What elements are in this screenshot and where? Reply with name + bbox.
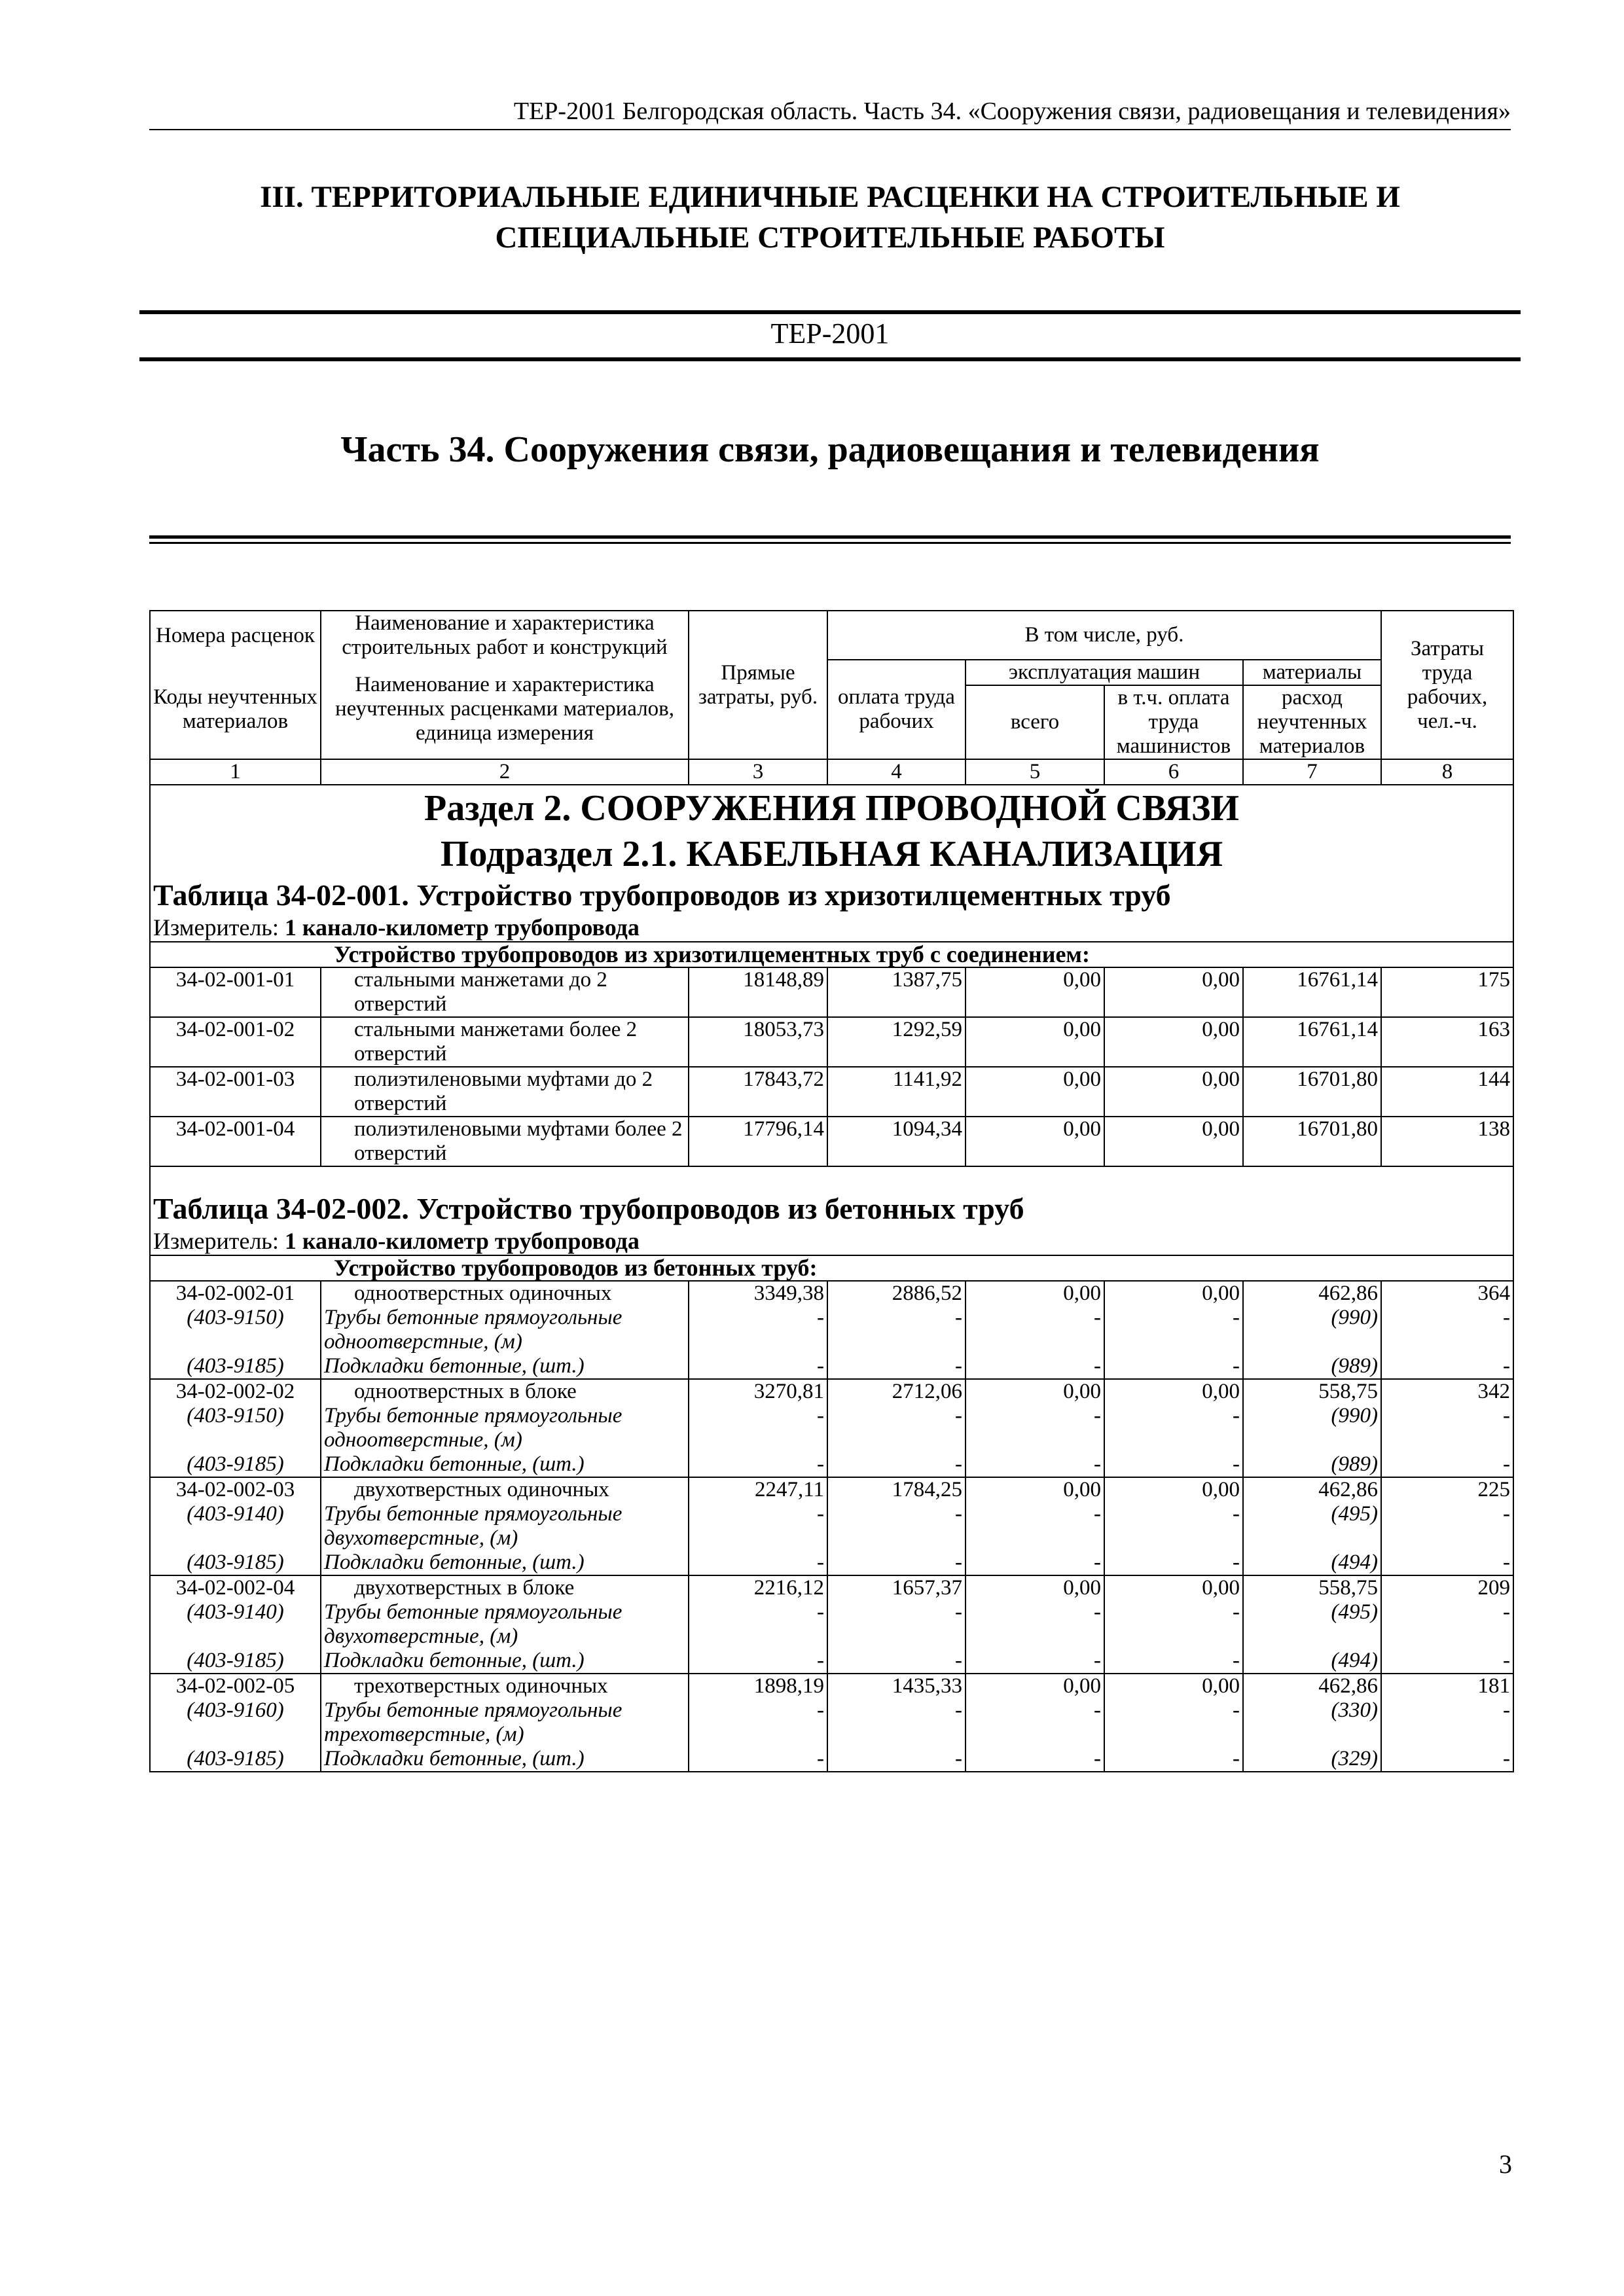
direct-cost: 3270,81 [689,1379,827,1404]
direct-cost: 17843,72 [689,1067,827,1117]
materials-cost: (495) [1243,1600,1381,1649]
material-row [150,1354,1513,1379]
measure-label: Измеритель: [153,1228,279,1254]
labor-hours: 163 [1381,1017,1513,1067]
rate-row [150,1067,1513,1117]
rate-code: (403-9185) [150,1747,321,1772]
rate-row [150,1017,1513,1067]
col-number: 7 [1243,759,1381,785]
machines-total: - [965,1600,1104,1649]
work-name: трехотверстных одиночных [321,1674,689,1698]
rate-code: 34-02-001-03 [150,1067,321,1117]
labor-hours: - [1381,1649,1513,1674]
machinist-pay: 0,00 [1104,1017,1243,1067]
col4-header: оплата труда рабочих [827,660,965,759]
labor-hours: - [1381,1354,1513,1379]
labor-pay: 1435,33 [827,1674,965,1698]
direct-cost: 18148,89 [689,967,827,1017]
labor-hours: 209 [1381,1575,1513,1600]
col1-top-header: Номера расценок [150,611,321,660]
col8-header: Затраты труда рабочих, чел.-ч. [1381,611,1513,759]
materials-cost: 558,75 [1243,1379,1381,1404]
machinist-pay: 0,00 [1104,1379,1243,1404]
col2-top-header: Наименование и характеристика строительных работ и конструкций [321,611,689,660]
labor-hours: 225 [1381,1477,1513,1502]
rate-code: (403-9140) [150,1502,321,1551]
rate-code: 34-02-001-01 [150,967,321,1017]
labor-hours: 364 [1381,1281,1513,1306]
t1-title-row [150,877,1513,914]
work-name: одноотверстных в блоке [321,1379,689,1404]
labor-pay: 1094,34 [827,1117,965,1166]
materials-cost: (989) [1243,1354,1381,1379]
col1-bottom-header: Коды неучтенных материалов [150,660,321,759]
direct-cost: - [689,1452,827,1477]
work-name: Подкладки бетонные, (шт.) [321,1747,689,1772]
header-row-1 [150,611,1513,660]
direct-cost: 3349,38 [689,1281,827,1306]
col-number: 2 [321,759,689,785]
work-name: Трубы бетонные прямоугольные двухотверстные, (м) [321,1600,689,1649]
labor-pay: 2712,06 [827,1379,965,1404]
machines-total: 0,00 [965,1674,1104,1698]
group-heading: Устройство трубопроводов из хризотилцементных труб с соединением: [150,942,1513,967]
part-title: Часть 34. Сооружения связи, радиовещания и телевидения [340,429,1320,470]
machines-total: 0,00 [965,967,1104,1017]
machinist-pay: - [1104,1747,1243,1772]
machinist-pay: - [1104,1404,1243,1452]
measure-line [150,1227,1513,1255]
labor-hours: 175 [1381,967,1513,1017]
section-title [149,177,1511,258]
work-name: полиэтиленовыми муфтами более 2 отверстий [321,1117,689,1166]
work-name: Подкладки бетонные, (шт.) [321,1649,689,1674]
incl-header: В том числе, руб. [827,611,1381,660]
labor-hours: - [1381,1502,1513,1551]
materials-cost: 16761,14 [1243,1017,1381,1067]
material-row [150,1551,1513,1575]
measure-value: 1 канало-километр трубопровода [284,1228,640,1254]
work-name: двухотверстных одиночных [321,1477,689,1502]
measure-line [150,914,1513,942]
machines-total: - [965,1747,1104,1772]
rate-code: (403-9185) [150,1551,321,1575]
materials-cost: (495) [1243,1502,1381,1551]
labor-hours: - [1381,1452,1513,1477]
labor-hours: 144 [1381,1067,1513,1117]
work-name: одноотверстных одиночных [321,1281,689,1306]
labor-pay: 1292,59 [827,1017,965,1067]
work-name: Трубы бетонные прямоугольные одноотверстные, (м) [321,1306,689,1354]
direct-cost: - [689,1600,827,1649]
machines-total: - [965,1452,1104,1477]
t2-meas-row [150,1227,1513,1255]
work-name: стальными манжетами до 2 отверстий [321,967,689,1017]
rates-table [149,610,1514,1772]
rate-code: (403-9185) [150,1354,321,1379]
col2-bottom-header: Наименование и характеристика неучтенных расценками материалов, единица измерения [321,660,689,759]
rate-code: 34-02-002-03 [150,1477,321,1502]
rate-row [150,1379,1513,1404]
double-rule-bottom [149,542,1511,544]
materials-cost: 558,75 [1243,1575,1381,1600]
machines-total: 0,00 [965,1379,1104,1404]
ter-rule-top [139,310,1521,314]
machines-total: 0,00 [965,1117,1104,1166]
group-heading: Устройство трубопроводов из бетонных труб: [150,1255,1513,1281]
labor-hours: - [1381,1306,1513,1354]
rate-row [150,1477,1513,1502]
col-number: 4 [827,759,965,785]
ter-label: ТЕР-2001 [770,317,890,350]
machines-total: - [965,1649,1104,1674]
labor-pay: - [827,1551,965,1575]
labor-pay: 2886,52 [827,1281,965,1306]
col-number: 3 [689,759,827,785]
machinist-pay: - [1104,1698,1243,1747]
direct-cost: - [689,1306,827,1354]
measure-value: 1 канало-километр трубопровода [284,914,640,941]
material-row [150,1502,1513,1551]
col-number: 5 [965,759,1104,785]
labor-pay: - [827,1649,965,1674]
labor-hours: - [1381,1698,1513,1747]
machinist-pay: 0,00 [1104,1117,1243,1166]
machinist-pay: - [1104,1306,1243,1354]
rate-code: 34-02-002-05 [150,1674,321,1698]
rate-code: (403-9150) [150,1306,321,1354]
labor-pay: - [827,1306,965,1354]
materials-cost: 462,86 [1243,1477,1381,1502]
razdel-heading: Раздел 2. СООРУЖЕНИЯ ПРОВОДНОЙ СВЯЗИ [150,785,1513,831]
materials-cost: (990) [1243,1306,1381,1354]
rate-code: (403-9185) [150,1649,321,1674]
machines-total: - [965,1306,1104,1354]
machines-total: - [965,1354,1104,1379]
col-number: 6 [1104,759,1243,785]
double-rule-top [149,535,1511,539]
machinist-pay: 0,00 [1104,1575,1243,1600]
labor-pay: - [827,1354,965,1379]
machines-total: - [965,1698,1104,1747]
t2-group-row [150,1255,1513,1281]
section-title-line-1: III. ТЕРРИТОРИАЛЬНЫЕ ЕДИНИЧНЫЕ РАСЦЕНКИ НА СТРОИТЕЛЬНЫЕ И [260,180,1400,214]
table-title: Таблица 34-02-002. Устройство трубопроводов из бетонных труб [150,1166,1513,1227]
direct-cost: - [689,1404,827,1452]
work-name: стальными манжетами более 2 отверстий [321,1017,689,1067]
machines-total: 0,00 [965,1477,1104,1502]
page-number: 3 [1499,2149,1512,2179]
work-name: Подкладки бетонные, (шт.) [321,1452,689,1477]
machinist-pay: 0,00 [1104,967,1243,1017]
direct-cost: - [689,1747,827,1772]
podrazdel-heading: Подраздел 2.1. КАБЕЛЬНАЯ КАНАЛИЗАЦИЯ [150,831,1513,877]
machines-total: - [965,1502,1104,1551]
direct-cost: 1898,19 [689,1674,827,1698]
machinist-pay: 0,00 [1104,1674,1243,1698]
table-title: Таблица 34-02-001. Устройство трубопроводов из хризотилцементных труб [150,877,1513,914]
materials-cost: (989) [1243,1452,1381,1477]
labor-pay: 1784,25 [827,1477,965,1502]
materials-cost: (494) [1243,1551,1381,1575]
col3-header: Прямые затраты, руб. [689,611,827,759]
materials-cost: (990) [1243,1404,1381,1452]
machinist-pay: - [1104,1649,1243,1674]
labor-pay: 1141,92 [827,1067,965,1117]
material-row [150,1698,1513,1747]
work-name: полиэтиленовыми муфтами до 2 отверстий [321,1067,689,1117]
labor-pay: 1387,75 [827,967,965,1017]
machinist-pay: - [1104,1452,1243,1477]
ter-rule-bottom [139,357,1521,361]
materials-cost: 462,86 [1243,1281,1381,1306]
col6-header: в т.ч. оплата труда машинистов [1104,685,1243,759]
labor-hours: 342 [1381,1379,1513,1404]
podrazdel-row [150,831,1513,877]
labor-pay: - [827,1404,965,1452]
work-name: Трубы бетонные прямоугольные трехотверстные, (м) [321,1698,689,1747]
direct-cost: 18053,73 [689,1017,827,1067]
materials-cost: 16761,14 [1243,967,1381,1017]
work-name: Подкладки бетонные, (шт.) [321,1354,689,1379]
rate-code: 34-02-002-04 [150,1575,321,1600]
column-numbers-row [150,759,1513,785]
machinist-pay: 0,00 [1104,1477,1243,1502]
machines-header: эксплуатация машин [965,660,1243,685]
machinist-pay: - [1104,1551,1243,1575]
direct-cost: - [689,1502,827,1551]
razdel-row [150,785,1513,831]
machinist-pay: - [1104,1354,1243,1379]
machines-total: 0,00 [965,1281,1104,1306]
work-name: Трубы бетонные прямоугольные двухотверстные, (м) [321,1502,689,1551]
direct-cost: 2216,12 [689,1575,827,1600]
labor-pay: - [827,1698,965,1747]
t1-meas-row [150,914,1513,942]
materials-cost: (494) [1243,1649,1381,1674]
rate-row [150,1117,1513,1166]
rate-code: 34-02-001-02 [150,1017,321,1067]
labor-hours: 181 [1381,1674,1513,1698]
labor-hours: - [1381,1747,1513,1772]
work-name: двухотверстных в блоке [321,1575,689,1600]
direct-cost: 2247,11 [689,1477,827,1502]
materials-cost: 462,86 [1243,1674,1381,1698]
direct-cost: - [689,1649,827,1674]
work-name: Подкладки бетонные, (шт.) [321,1551,689,1575]
material-row [150,1306,1513,1354]
labor-pay: - [827,1600,965,1649]
work-name: Трубы бетонные прямоугольные одноотверстные, (м) [321,1404,689,1452]
header-row-2 [150,660,1513,685]
material-row [150,1649,1513,1674]
labor-pay: - [827,1747,965,1772]
rate-code: 34-02-001-04 [150,1117,321,1166]
direct-cost: - [689,1551,827,1575]
labor-hours: 138 [1381,1117,1513,1166]
rate-code: (403-9160) [150,1698,321,1747]
materials-cost: (329) [1243,1747,1381,1772]
material-row [150,1452,1513,1477]
material-row [150,1600,1513,1649]
direct-cost: - [689,1698,827,1747]
machines-total: 0,00 [965,1067,1104,1117]
rate-code: (403-9140) [150,1600,321,1649]
machines-total: - [965,1551,1104,1575]
t2-title-row [150,1166,1513,1227]
direct-cost: 17796,14 [689,1117,827,1166]
materials-header: материалы [1243,660,1381,685]
machines-total: - [965,1404,1104,1452]
machinist-pay: - [1104,1502,1243,1551]
measure-label: Измеритель: [153,914,279,941]
machinist-pay: 0,00 [1104,1281,1243,1306]
machines-total: 0,00 [965,1017,1104,1067]
rate-code: 34-02-002-01 [150,1281,321,1306]
rate-row [150,1281,1513,1306]
col5-header: всего [965,685,1104,759]
machinist-pay: 0,00 [1104,1067,1243,1117]
material-row [150,1404,1513,1452]
labor-pay: - [827,1452,965,1477]
rate-row [150,967,1513,1017]
section-title-line-2: СПЕЦИАЛЬНЫЕ СТРОИТЕЛЬНЫЕ РАБОТЫ [495,221,1165,255]
machines-total: 0,00 [965,1575,1104,1600]
machinist-pay: - [1104,1600,1243,1649]
header-rule [149,129,1511,130]
rate-row [150,1575,1513,1600]
materials-cost: 16701,80 [1243,1117,1381,1166]
col7-header: расход неучтенных материалов [1243,685,1381,759]
labor-hours: - [1381,1404,1513,1452]
running-header: ТЕР-2001 Белгородская область. Часть 34. «Сооружения связи, радиовещания и телевидения» [513,98,1511,125]
col-number: 1 [150,759,321,785]
labor-hours: - [1381,1600,1513,1649]
labor-hours: - [1381,1551,1513,1575]
labor-pay: 1657,37 [827,1575,965,1600]
rate-code: (403-9150) [150,1404,321,1452]
materials-cost: (330) [1243,1698,1381,1747]
col-number: 8 [1381,759,1513,785]
rate-row [150,1674,1513,1698]
direct-cost: - [689,1354,827,1379]
t1-group-row [150,942,1513,967]
materials-cost: 16701,80 [1243,1067,1381,1117]
labor-pay: - [827,1502,965,1551]
material-row [150,1747,1513,1772]
rate-code: (403-9185) [150,1452,321,1477]
rate-code: 34-02-002-02 [150,1379,321,1404]
